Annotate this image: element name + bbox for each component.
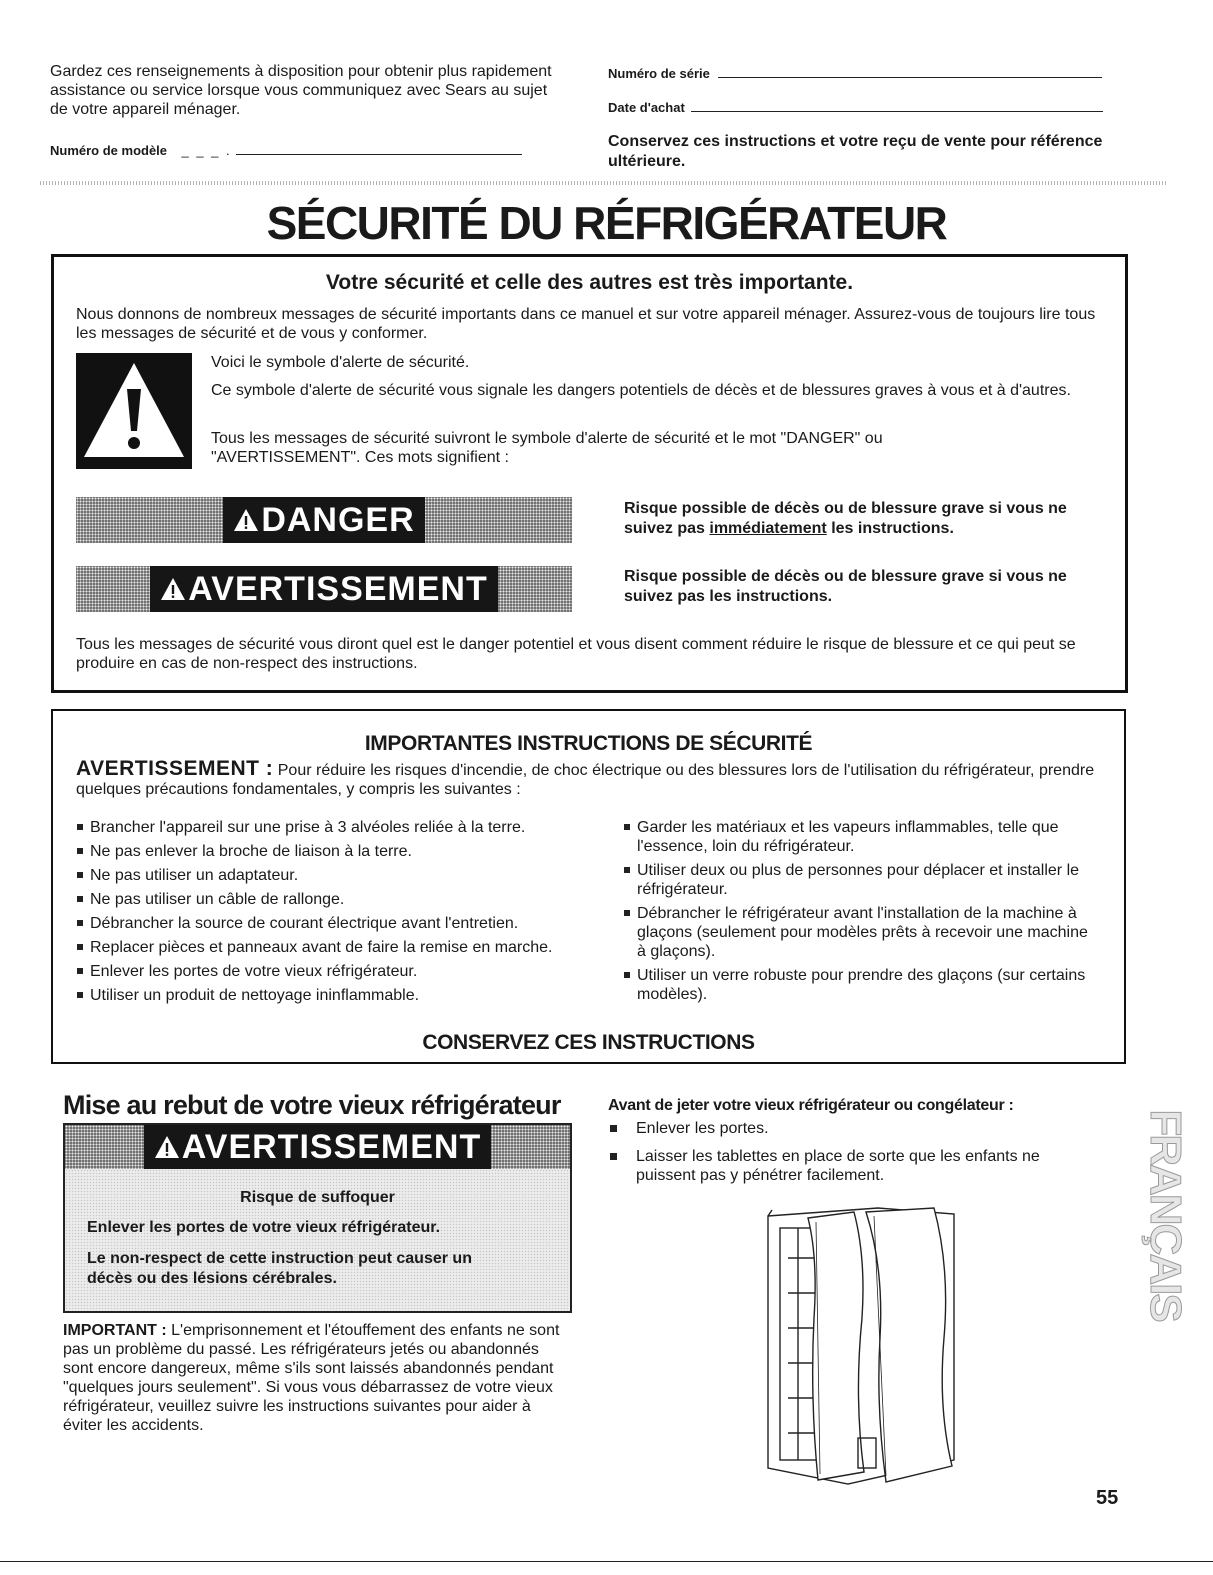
serial-number-line bbox=[718, 64, 1102, 78]
page-number: 55 bbox=[1096, 1487, 1119, 1509]
list-item: Débrancher le réfrigérateur avant l'installation de la machine à glaçons (seulement pour modèles prêts à recevoir une machine à glaçons). bbox=[623, 904, 1098, 961]
suffocation-risk: Risque de suffoquer bbox=[240, 1189, 395, 1206]
purchase-date-line bbox=[691, 98, 1103, 112]
language-side-tab bbox=[1140, 1080, 1190, 1350]
list-item: Ne pas enlever la broche de liaison à la terre. bbox=[76, 842, 636, 861]
suffocation-action: Enlever les portes de votre vieux réfrigérateur. bbox=[87, 1219, 441, 1236]
warning-triangle-icon bbox=[233, 507, 259, 533]
safety-box-closing: Tous les messages de sécurité vous diront quel est le danger potentiel et vous disent comment réduire le risque de blessure et ce qui peut se produire en cas de non-respect des instructions. bbox=[76, 636, 1076, 672]
safety-message-box bbox=[51, 254, 1128, 693]
before-disposal-title: Avant de jeter votre vieux réfrigérateur ou congélateur : bbox=[608, 1097, 1014, 1114]
suffocation-warning-badge bbox=[65, 1125, 570, 1169]
instructions-left-list bbox=[76, 818, 636, 1010]
serial-number-field bbox=[608, 64, 1102, 83]
list-item: Garder les matériaux et les vapeurs inflammables, telle que l'essence, loin du réfrigérateur. bbox=[623, 818, 1098, 856]
list-item: Brancher l'appareil sur une prise à 3 alvéoles reliée à la terre. bbox=[76, 818, 636, 837]
warning-triangle-icon bbox=[160, 576, 186, 602]
header-divider bbox=[40, 181, 1168, 185]
serial-number-label: Numéro de série bbox=[608, 66, 710, 81]
instructions-lead-warning: AVERTISSEMENT : bbox=[76, 757, 274, 780]
symbol-description-3: Tous les messages de sécurité suivront le symbole d'alerte de sécurité et le mot "DANGER" ou "AVERTISSEMENT". Ces mots signifient : bbox=[211, 430, 883, 466]
warning-badge-label: AVERTISSEMENT bbox=[150, 566, 498, 612]
instructions-lead-text: Pour réduire les risques d'incendie, de choc électrique ou des blessures lors de l'utilisation du réfrigérateur, prendre quelques précautions fondamentales, y compris les suivantes : bbox=[76, 762, 1095, 798]
suffocation-consequence: Le non-respect de cette instruction peut causer un décès ou des lésions cérébrales. bbox=[87, 1250, 472, 1287]
list-item: Utiliser un produit de nettoyage ininflammable. bbox=[76, 986, 636, 1005]
warning-badge bbox=[76, 566, 572, 612]
suffocation-warning-body bbox=[65, 1169, 570, 1311]
danger-badge-label: DANGER bbox=[223, 497, 424, 543]
disposal-title: Mise au rebut de votre vieux réfrigérateur bbox=[63, 1090, 561, 1120]
model-number-line bbox=[236, 141, 522, 155]
intro-paragraph: Gardez ces renseignements à disposition pour obtenir plus rapidement assistance ou service lorsque vous communiquez avec Sears au sujet de votre appareil ménager. bbox=[50, 63, 552, 118]
important-label: IMPORTANT : bbox=[63, 1322, 167, 1339]
list-item: Ne pas utiliser un adaptateur. bbox=[76, 866, 636, 885]
before-disposal-list bbox=[610, 1119, 1080, 1190]
instructions-right-list bbox=[623, 818, 1098, 1009]
safety-box-heading: Votre sécurité et celle des autres est très importante. bbox=[325, 271, 854, 294]
list-item: Enlever les portes de votre vieux réfrigérateur. bbox=[76, 962, 636, 981]
safety-box-intro: Nous donnons de nombreux messages de sécurité importants dans ce manuel et sur votre appareil ménager. Assurez-vous de toujours lire tous les messages de sécurité et de vous y conformer. bbox=[76, 306, 1096, 342]
list-item: Débrancher la source de courant électrique avant l'entretien. bbox=[76, 914, 636, 933]
warning-triangle-icon bbox=[154, 1134, 180, 1160]
model-number-field bbox=[50, 141, 565, 160]
list-item: Utiliser deux ou plus de personnes pour déplacer et installer le réfrigérateur. bbox=[623, 861, 1098, 899]
refrigerator-illustration bbox=[758, 1198, 968, 1488]
list-item: Enlever les portes. bbox=[610, 1119, 1080, 1138]
instructions-heading: IMPORTANTES INSTRUCTIONS DE SÉCURITÉ bbox=[364, 732, 813, 755]
important-text: L'emprisonnement et l'étouffement des enfants ne sont pas un problème du passé. Les réfrigérateurs jetés ou abandonnés sont encore dangereux, même s'ils sont laissés abandonnés pendant "quelques jours seulement". Si vous vous débarrassez de votre vieux réfrigérateur, veuillez suivre les instructions suivantes pour aider à éviter les accidents. bbox=[63, 1322, 560, 1434]
warning-description: Risque possible de décès ou de blessure grave si vous ne suivez pas les instructions. bbox=[624, 568, 1067, 605]
list-item: Replacer pièces et panneaux avant de faire la remise en marche. bbox=[76, 938, 636, 957]
list-item: Laisser les tablettes en place de sorte que les enfants ne puissent pas y pénétrer facilement. bbox=[610, 1147, 1080, 1185]
list-item: Ne pas utiliser un câble de rallonge. bbox=[76, 890, 636, 909]
suffocation-warning-label: AVERTISSEMENT bbox=[144, 1125, 492, 1169]
instructions-footer: CONSERVEZ CES INSTRUCTIONS bbox=[422, 1031, 755, 1054]
danger-description: Risque possible de décès ou de blessure grave si vous ne suivez pas immédiatement les instructions. bbox=[624, 500, 1067, 537]
suffocation-warning-box bbox=[63, 1123, 572, 1313]
footer-rule bbox=[0, 1561, 1213, 1562]
instructions-lead bbox=[76, 759, 1096, 799]
keep-instructions-note: Conservez ces instructions et votre reçu de vente pour référence ultérieure. bbox=[608, 133, 1103, 170]
symbol-description-1: Voici le symbole d'alerte de sécurité. bbox=[211, 354, 470, 371]
purchase-date-field bbox=[608, 98, 1103, 117]
danger-badge bbox=[76, 497, 572, 543]
language-side-tab-label: FRANÇAIS bbox=[1141, 1109, 1190, 1321]
page-title: SÉCURITÉ DU RÉFRIGÉRATEUR bbox=[266, 197, 947, 249]
model-number-blanks: _ _ _ . bbox=[181, 143, 232, 158]
safety-alert-symbol-icon bbox=[76, 353, 192, 469]
important-instructions-box bbox=[51, 709, 1126, 1064]
important-paragraph bbox=[63, 1321, 568, 1435]
model-number-label: Numéro de modèle bbox=[50, 143, 168, 158]
symbol-description-2: Ce symbole d'alerte de sécurité vous signale les dangers potentiels de décès et de blessures graves à vous et à d'autres. bbox=[211, 382, 1071, 399]
list-item: Utiliser un verre robuste pour prendre des glaçons (sur certains modèles). bbox=[623, 966, 1098, 1004]
purchase-date-label: Date d'achat bbox=[608, 100, 685, 115]
